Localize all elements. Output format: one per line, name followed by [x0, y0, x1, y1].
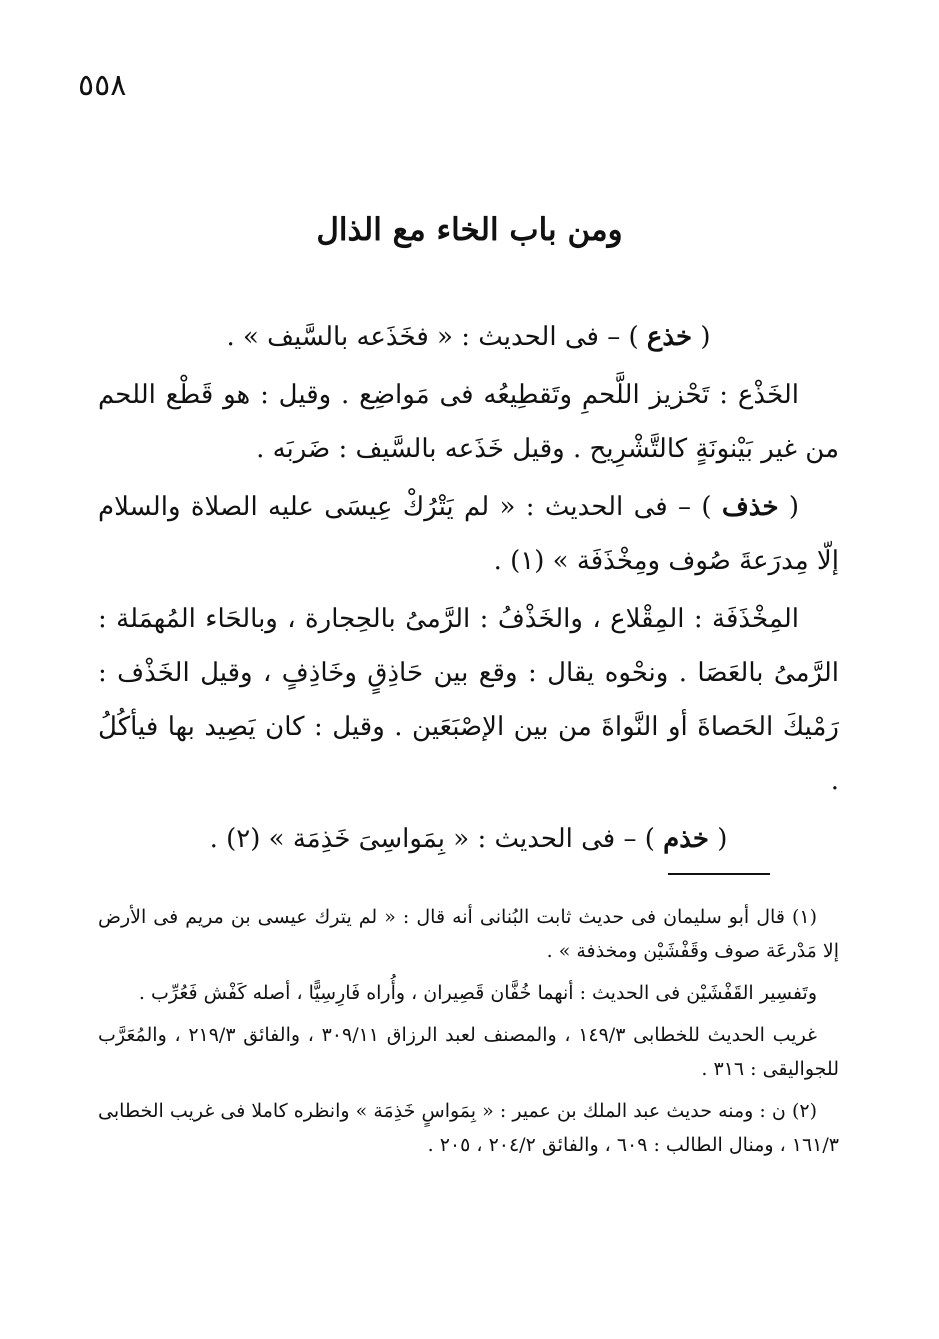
- chapter-title: ومن باب الخاء مع الذال: [316, 212, 623, 248]
- page-number: ٥٥٨: [78, 68, 127, 103]
- main-text: [98, 310, 839, 866]
- entry-khadhm: ( خذم ) – فى الحديث : « بِمَواسِىَ خَذِمَة » (٢) .: [209, 824, 728, 854]
- entry-khadha: ( خذع ) – فى الحديث : « فخَذَعه بالسَّيف » .: [226, 322, 711, 352]
- entry-khadhf: ( خذف ) – فى الحديث : « لم يَتْرُكْ عِيسَى عليه الصلاة والسلام إلّا مِدرَعةَ صُوف ومِخْذَفَة » (١) .: [98, 492, 839, 576]
- footnote-1-continued: وتَفسِير القَفْشَيْن فى الحديث : أنهما خُفَّان قَصِيران ، وأُراه فَارِسِيًّا ، أصله كَفْش فَعُرِّب .: [138, 982, 817, 1004]
- footnote-2: (٢) ن : ومنه حديث عبد الملك بن عمير : « بِمَواسٍ خَذِمَة » وانظره كاملا فى غريب الخطابى ١٦١/٣ ، ومنال الطالب : ٦٠٩ ، والفائق ٢٠٤/٢ ، ٢٠٥ .: [98, 1100, 839, 1156]
- footnote-separator: [668, 873, 770, 875]
- footnote-1-sources: غريب الحديث للخطابى ١٤٩/٣ ، والمصنف لعبد الرزاق ٣٠٩/١١ ، والفائق ٢١٩/٣ ، والمُعَرَّب للجواليقى : ٣١٦ .: [98, 1024, 839, 1080]
- entry-keyword: خذف: [721, 492, 779, 522]
- footnotes: [98, 900, 839, 1170]
- footnote-1: (١) قال أبو سليمان فى حديث ثابت البُنانى أنه قال : « لم يترك عيسى بن مريم فى الأرض إلا مَدْرعَة صوف وقَفْشَيْن ومخذفة » .: [98, 906, 839, 962]
- entry-keyword: خذع: [646, 322, 693, 352]
- commentary-khadha: الخَذْع : تَحْزيز اللَّحمِ وتَقطِيعُه فى مَواضِع . وقيل : هو قَطْع اللحم من غير بَيْنونَةٍ كالتَّشْرِيح . وقيل خَذَعه بالسَّيف : ضَربَه .: [98, 380, 839, 464]
- commentary-khadhf: المِخْذَفَة : المِقْلاع ، والخَذْفُ : الرَّمىُ بالحِجارة ، وبالحَاء المُهمَلة : الرَّمىُ بالعَصَا . ونحْوه يقال : وقع بين حَاذِقٍ وخَاذِفٍ ، وقيل الخَذْف : رَمْيكَ الحَصاةَ أو النَّواةَ من بين الإصْبَعَين . وقيل : كان يَصِيد بها فيأكُلُ .: [98, 604, 839, 796]
- entry-keyword: خذم: [663, 824, 709, 854]
